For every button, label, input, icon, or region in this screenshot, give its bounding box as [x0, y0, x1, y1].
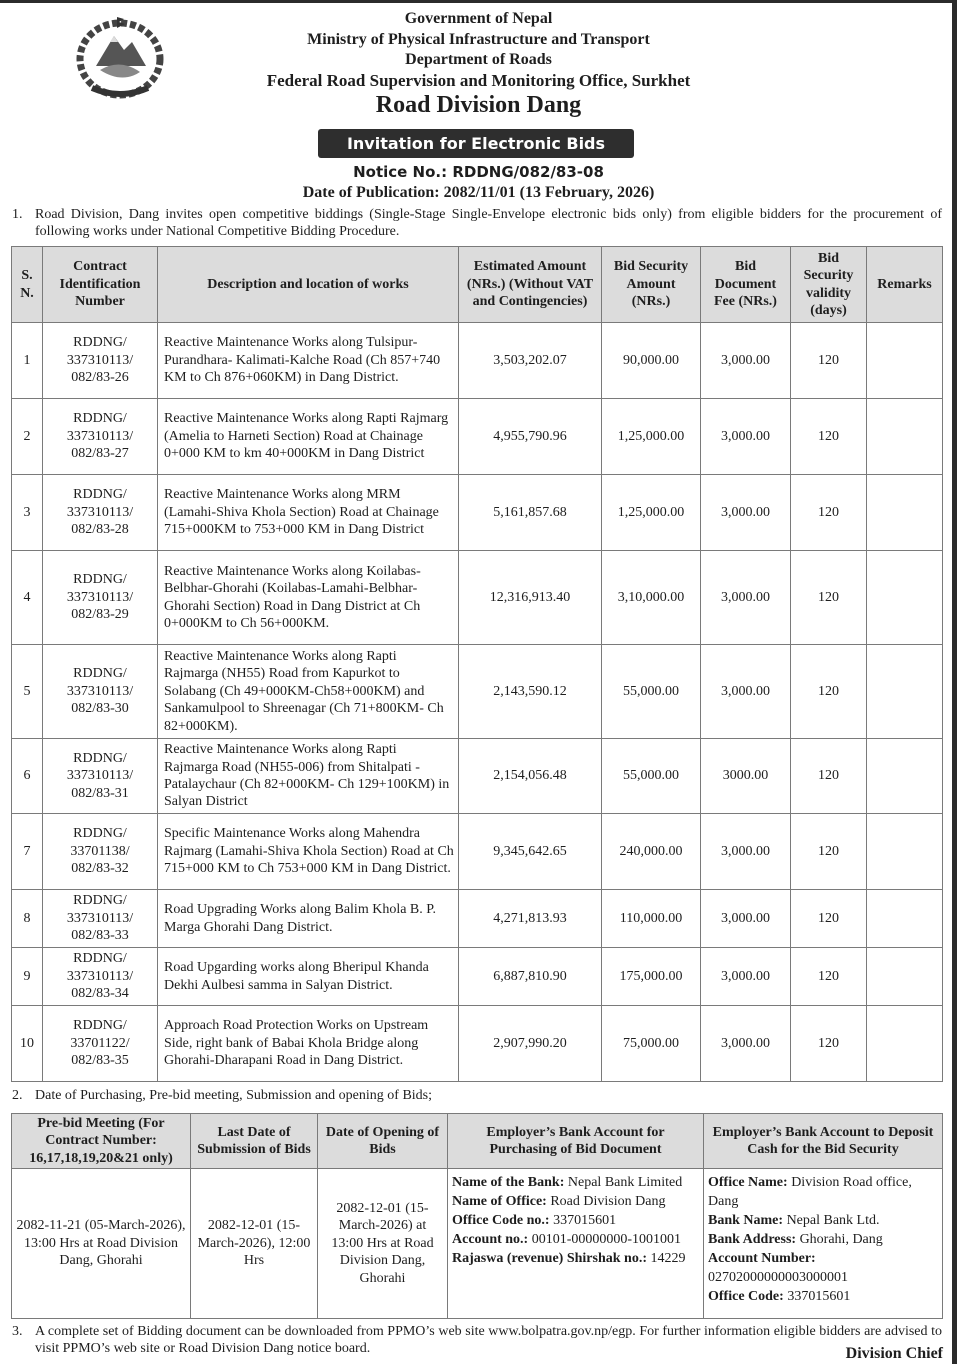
cell-contract-id: RDDNG/ 337310113/ 082/83-34	[43, 948, 158, 1006]
cell-validity: 120	[791, 1006, 867, 1082]
table-row	[12, 814, 943, 890]
cell-contract-id: RDDNG/ 337310113/ 082/83-29	[43, 551, 158, 645]
cell-doc-fee: 3,000.00	[701, 475, 791, 551]
table-row	[12, 1006, 943, 1082]
paragraph-1	[12, 206, 942, 240]
cell-sn: 7	[12, 814, 43, 890]
cell-bid-security: 55,000.00	[602, 739, 701, 814]
col-remarks: Remarks	[867, 247, 943, 323]
cell-remarks	[867, 739, 943, 814]
cell-estimated-amount: 5,161,857.68	[459, 475, 602, 551]
cell-remarks	[867, 645, 943, 739]
schedule-table	[11, 1113, 943, 1319]
col-estimated-amount: Estimated Amount (NRs.) (Without VAT and Contingencies)	[459, 247, 602, 323]
cell-description: Specific Maintenance Works along Mahendra Rajmarg (Lamahi-Shiva Khola Section) Road at Ch 715+000 KM to Ch 753+000 KM in Dang District.	[158, 814, 459, 890]
header-road-division: Road Division Dang	[375, 92, 582, 118]
cell-bid-security: 90,000.00	[602, 323, 701, 399]
cell-estimated-amount: 4,271,813.93	[459, 890, 602, 948]
col-prebid-meeting: Pre-bid Meeting (For Contract Number: 16,17,18,19,20&21 only)	[12, 1114, 191, 1169]
cell-sn: 5	[12, 645, 43, 739]
cell-validity: 120	[791, 948, 867, 1006]
cell-remarks	[867, 948, 943, 1006]
cell-remarks	[867, 814, 943, 890]
cell-doc-fee: 3,000.00	[701, 1006, 791, 1082]
cell-doc-fee: 3000.00	[701, 739, 791, 814]
cell-bid-security: 1,25,000.00	[602, 475, 701, 551]
cell-estimated-amount: 6,887,810.90	[459, 948, 602, 1006]
cell-estimated-amount: 2,907,990.20	[459, 1006, 602, 1082]
col-purchase-account: Employer’s Bank Account for Purchasing of Bid Document	[448, 1114, 704, 1169]
cell-contract-id: RDDNG/ 33701138/ 082/83-32	[43, 814, 158, 890]
paragraph-text: A complete set of Bidding document can be downloaded from PPMO’s web site www.bolpatra.gov.np/egp. For further information eligible bidders are advised to visit PPMO’s web site or Road Division Dang notice board.	[35, 1324, 942, 1356]
table-row	[12, 739, 943, 814]
table-row	[12, 645, 943, 739]
header-government: Government of Nepal	[404, 10, 553, 27]
cell-bid-security: 1,25,000.00	[602, 399, 701, 475]
paragraph-3	[12, 1323, 942, 1357]
cell-contract-id: RDDNG/ 337310113/ 082/83-31	[43, 739, 158, 814]
purchase-revenue-code: Rajaswa (revenue) Shirshak no.: 14229	[452, 1251, 686, 1266]
cell-estimated-amount: 2,143,590.12	[459, 645, 602, 739]
security-account-number: Account Number: 02702000000003000001	[708, 1251, 848, 1285]
cell-validity: 120	[791, 551, 867, 645]
cell-contract-id: RDDNG/ 337310113/ 082/83-26	[43, 323, 158, 399]
cell-sn: 10	[12, 1006, 43, 1082]
col-description: Description and location of works	[158, 247, 459, 323]
cell-contract-id: RDDNG/ 337310113/ 082/83-28	[43, 475, 158, 551]
cell-estimated-amount: 9,345,642.65	[459, 814, 602, 890]
cell-description: Reactive Maintenance Works along Rapti Rajmarg (Amelia to Harneti Section) Road at Chainage 0+000 KM to km 40+000KM in Dang District	[158, 399, 459, 475]
cell-remarks	[867, 323, 943, 399]
table-row	[12, 475, 943, 551]
cell-remarks	[867, 890, 943, 948]
cell-description: Approach Road Protection Works on Upstream Side, right bank of Babai Khola Bridge along Ghorahi-Dharapani Road in Dang District.	[158, 1006, 459, 1082]
cell-opening-date: 2082-12-01 (15-March-2026) at 13:00 Hrs at Road Division Dang, Ghorahi	[318, 1169, 448, 1319]
cell-last-submission: 2082-12-01 (15-March-2026), 12:00 Hrs	[191, 1169, 318, 1319]
title-banner: Invitation for Electronic Bids	[318, 129, 634, 158]
cell-sn: 2	[12, 399, 43, 475]
col-sn: S. N.	[12, 247, 43, 323]
cell-estimated-amount: 2,154,056.48	[459, 739, 602, 814]
cell-description: Reactive Maintenance Works along Rapti Rajmarga (NH55) Road from Kapurkot to Solabang (Ch 49+000KM-Ch58+000KM) and Sankamulpool to Shreenagar (Ch 71+800KM- Ch 82+000KM).	[158, 645, 459, 739]
purchase-office-name: Name of Office: Road Division Dang	[452, 1194, 666, 1209]
paragraph-text: Date of Purchasing, Pre-bid meeting, Submission and opening of Bids;	[35, 1088, 433, 1103]
cell-contract-id: RDDNG/ 337310113/ 082/83-30	[43, 645, 158, 739]
col-opening-date: Date of Opening of Bids	[318, 1114, 448, 1169]
col-bid-security: Bid Security Amount (NRs.)	[602, 247, 701, 323]
cell-doc-fee: 3,000.00	[701, 399, 791, 475]
schedule-header-row	[12, 1114, 943, 1169]
purchase-account-number: Account no.: 00101-00000000-1001001	[452, 1232, 682, 1247]
cell-doc-fee: 3,000.00	[701, 948, 791, 1006]
cell-contract-id: RDDNG/ 337310113/ 082/83-33	[43, 890, 158, 948]
security-office-code: Office Code: 337015601	[708, 1289, 851, 1304]
paragraph-number: 2.	[12, 1088, 23, 1103]
cell-estimated-amount: 12,316,913.40	[459, 551, 602, 645]
cell-doc-fee: 3,000.00	[701, 814, 791, 890]
cell-bid-security: 110,000.00	[602, 890, 701, 948]
col-security-account: Employer’s Bank Account to Deposit Cash for the Bid Security	[704, 1114, 943, 1169]
cell-doc-fee: 3,000.00	[701, 645, 791, 739]
cell-sn: 6	[12, 739, 43, 814]
cell-remarks	[867, 551, 943, 645]
header-ministry: Ministry of Physical Infrastructure and Transport	[307, 31, 650, 48]
cell-remarks	[867, 475, 943, 551]
cell-purchase-account	[448, 1169, 704, 1319]
col-last-submission: Last Date of Submission of Bids	[191, 1114, 318, 1169]
schedule-row	[12, 1169, 943, 1319]
signature-division-chief: Division Chief	[845, 1345, 943, 1362]
cell-bid-security: 175,000.00	[602, 948, 701, 1006]
cell-sn: 9	[12, 948, 43, 1006]
cell-validity: 120	[791, 475, 867, 551]
header-department: Department of Roads	[405, 51, 552, 68]
cell-validity: 120	[791, 323, 867, 399]
cell-bid-security: 240,000.00	[602, 814, 701, 890]
table-header-row	[12, 247, 943, 323]
cell-contract-id: RDDNG/ 33701122/ 082/83-35	[43, 1006, 158, 1082]
cell-sn: 1	[12, 323, 43, 399]
cell-estimated-amount: 4,955,790.96	[459, 399, 602, 475]
col-doc-fee: Bid Document Fee (NRs.)	[701, 247, 791, 323]
cell-description: Road Upgrading Works along Balim Khola B. P. Marga Ghorahi Dang District.	[158, 890, 459, 948]
cell-doc-fee: 3,000.00	[701, 890, 791, 948]
paragraph-text: Road Division, Dang invites open competitive biddings (Single-Stage Single-Envelope electronic bids only) from eligible bidders for the procurement of following works under National Competitive Bidding Procedure.	[35, 207, 942, 239]
cell-remarks	[867, 399, 943, 475]
cell-estimated-amount: 3,503,202.07	[459, 323, 602, 399]
cell-sn: 4	[12, 551, 43, 645]
cell-description: Reactive Maintenance Works along MRM (Lamahi-Shiva Khola Section) Road at Chainage 715+000KM to 753+000 KM in Dang District	[158, 475, 459, 551]
table-row	[12, 323, 943, 399]
purchase-bank-name: Name of the Bank: Nepal Bank Limited	[452, 1175, 683, 1190]
cell-doc-fee: 3,000.00	[701, 323, 791, 399]
publication-date: Date of Publication: 2082/11/01 (13 February, 2026)	[302, 184, 655, 201]
cell-sn: 3	[12, 475, 43, 551]
paragraph-number: 1.	[12, 207, 23, 222]
paragraph-number: 3.	[12, 1324, 23, 1339]
cell-security-account	[704, 1169, 943, 1319]
cell-description: Road Upgarding works along Bheripul Khanda Dekhi Aulbesi samma in Salyan District.	[158, 948, 459, 1006]
security-bank-name: Bank Name: Nepal Bank Ltd.	[708, 1213, 880, 1228]
security-office-name: Office Name: Division Road office, Dang	[708, 1175, 912, 1209]
purchase-office-code: Office Code no.: 337015601	[452, 1213, 617, 1228]
col-validity: Bid Security validity (days)	[791, 247, 867, 323]
security-bank-address: Bank Address: Ghorahi, Dang	[708, 1232, 883, 1247]
table-row	[12, 551, 943, 645]
cell-bid-security: 55,000.00	[602, 645, 701, 739]
cell-validity: 120	[791, 739, 867, 814]
cell-validity: 120	[791, 814, 867, 890]
cell-bid-security: 75,000.00	[602, 1006, 701, 1082]
cell-validity: 120	[791, 890, 867, 948]
cell-remarks	[867, 1006, 943, 1082]
cell-description: Reactive Maintenance Works along Koilabas-Belbhar-Ghorahi (Koilabas-Lamahi-Belbhar-Ghorahi Section) Road in Dang District at Ch 0+000KM to Ch 56+000KM.	[158, 551, 459, 645]
cell-validity: 120	[791, 399, 867, 475]
table-row	[12, 890, 943, 948]
cell-sn: 8	[12, 890, 43, 948]
works-table	[11, 246, 943, 1082]
table-row	[12, 399, 943, 475]
cell-prebid-meeting: 2082-11-21 (05-March-2026), 13:00 Hrs at Road Division Dang, Ghorahi	[12, 1169, 191, 1319]
cell-contract-id: RDDNG/ 337310113/ 082/83-27	[43, 399, 158, 475]
col-contract-id: Contract Identification Number	[43, 247, 158, 323]
header-federal-office: Federal Road Supervision and Monitoring Office, Surkhet	[266, 71, 691, 90]
notice-number: Notice No.: RDDNG/082/83-08	[353, 163, 604, 181]
cell-description: Reactive Maintenance Works along Tulsipur- Purandhara- Kalimati-Kalche Road (Ch 857+740 KM to Ch 876+060KM) in Dang District.	[158, 323, 459, 399]
cell-validity: 120	[791, 645, 867, 739]
paragraph-2	[12, 1087, 942, 1104]
cell-bid-security: 3,10,000.00	[602, 551, 701, 645]
cell-description: Reactive Maintenance Works along Rapti Rajmarga Road (NH55-006) from Shitalpati -Patalaychaur (Ch 82+000KM- Ch 129+100KM) in Salyan District	[158, 739, 459, 814]
cell-doc-fee: 3,000.00	[701, 551, 791, 645]
table-row	[12, 948, 943, 1006]
